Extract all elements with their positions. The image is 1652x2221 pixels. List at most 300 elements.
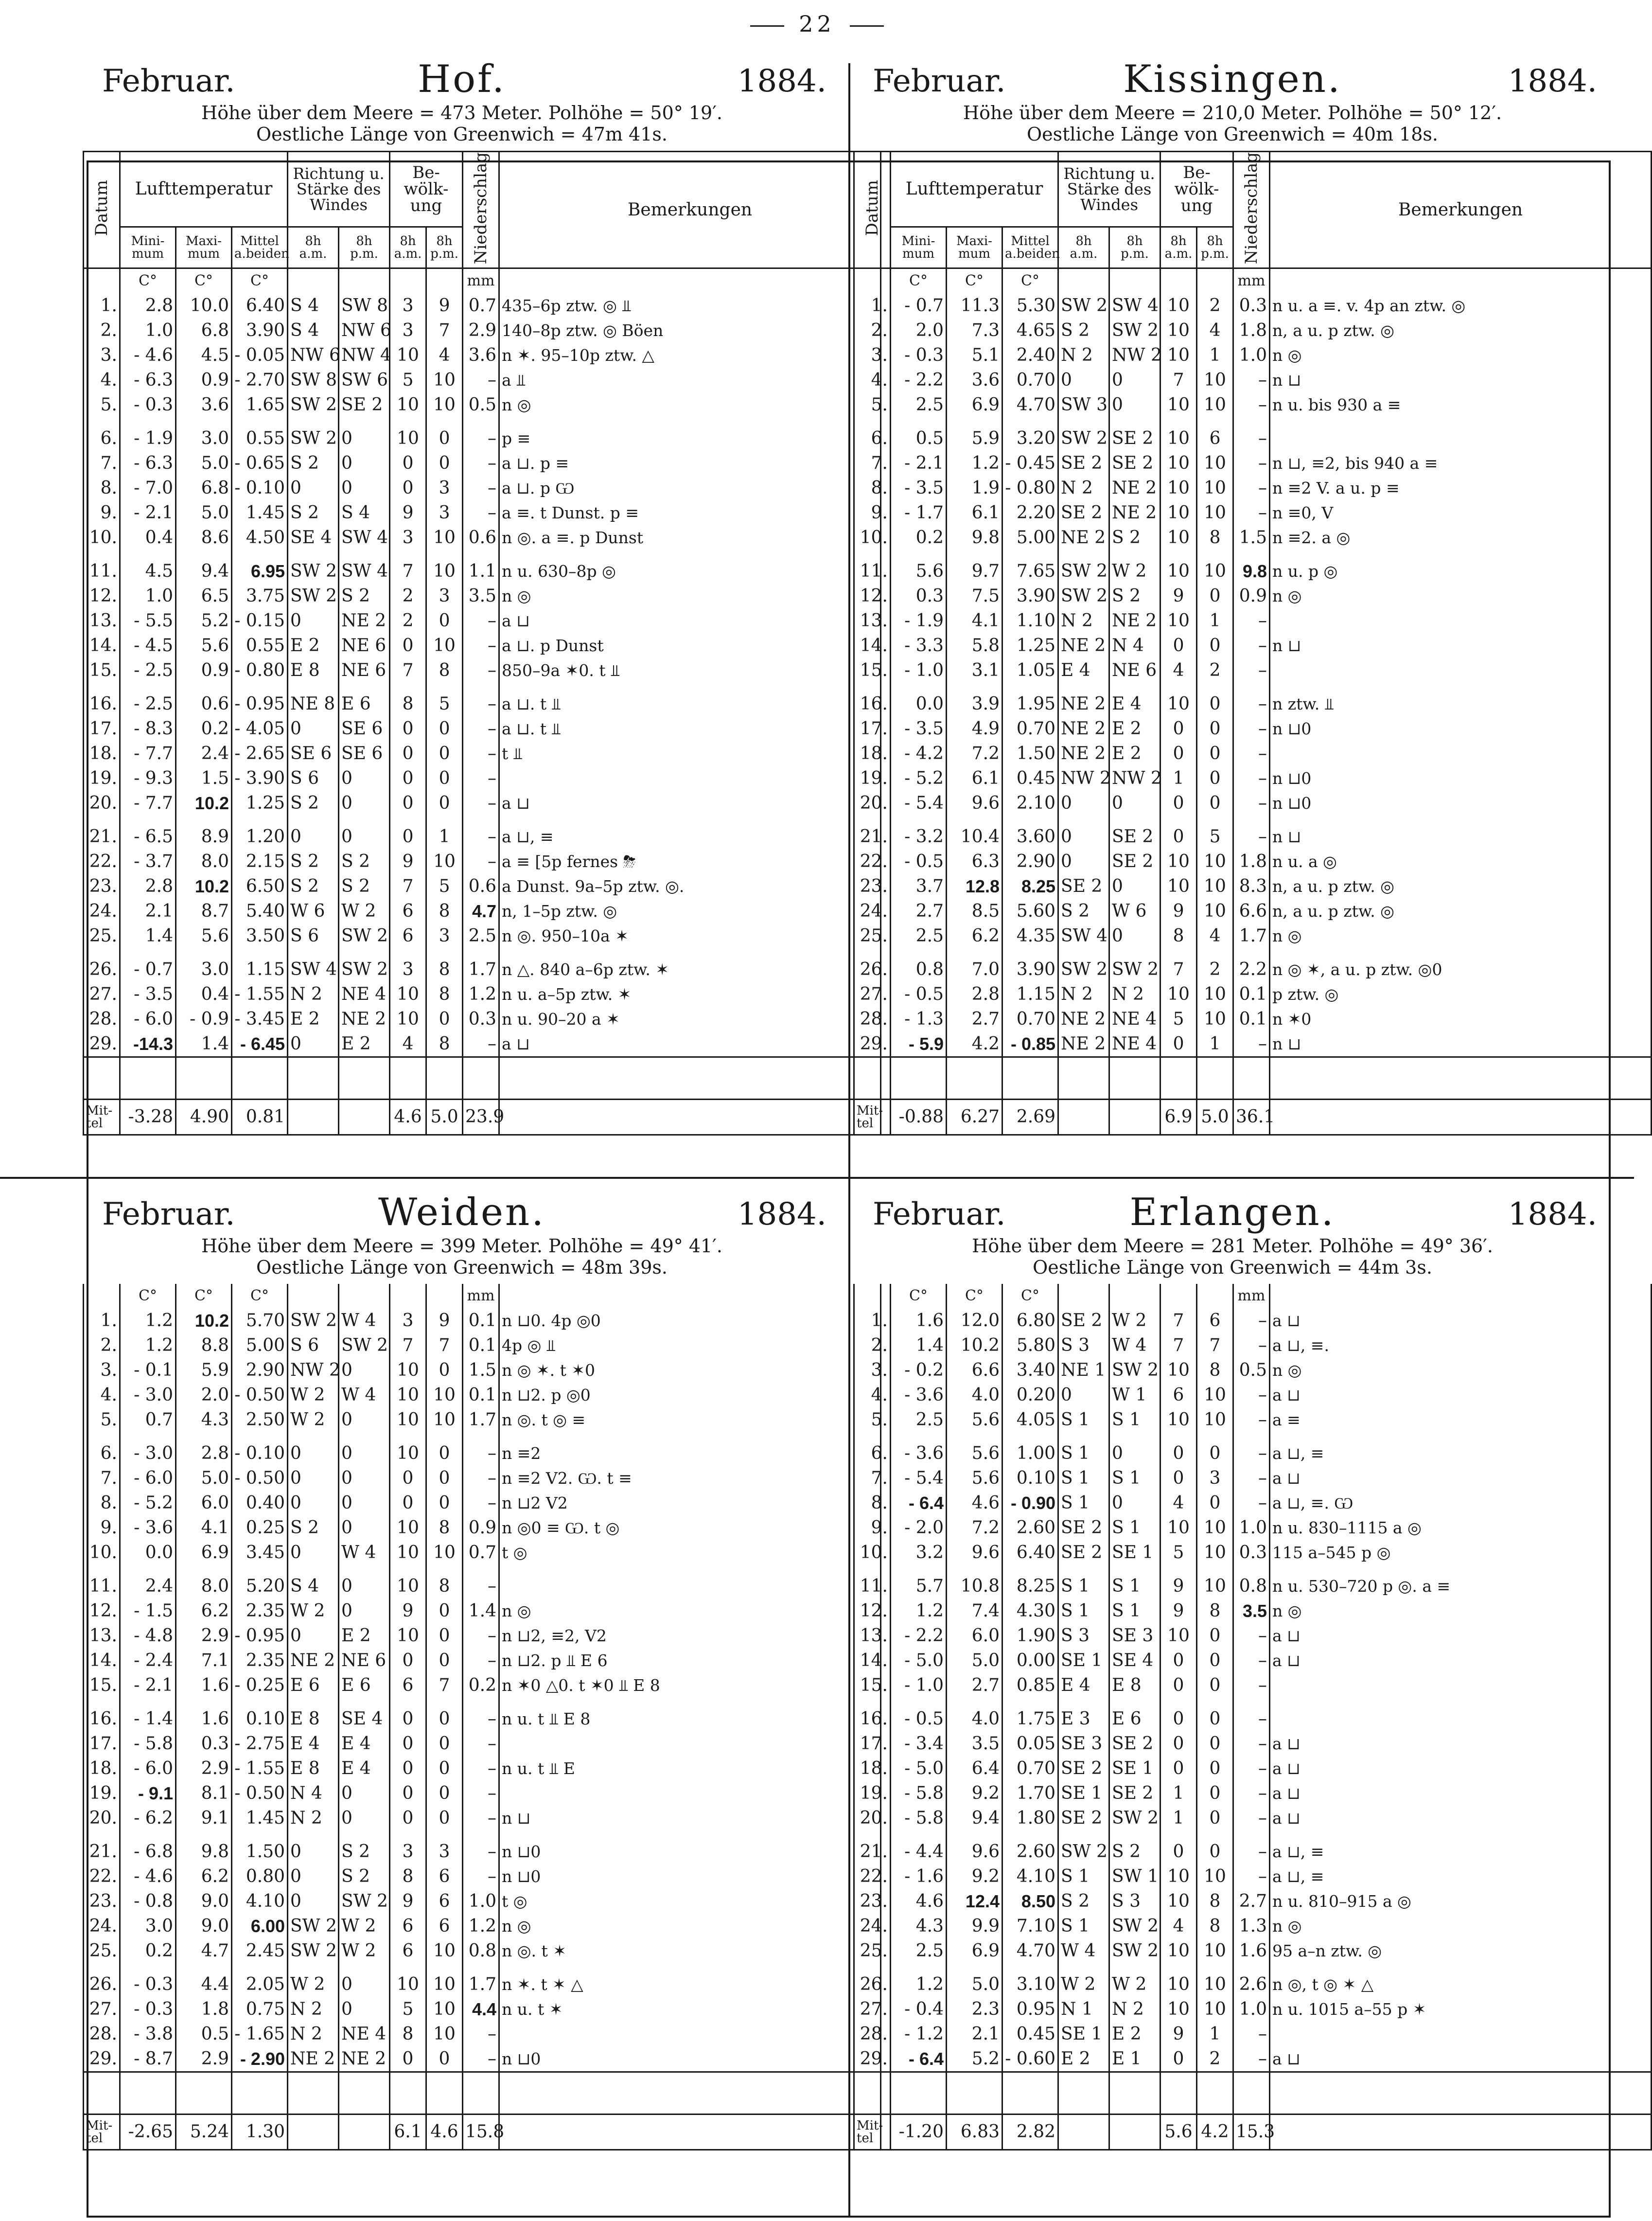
table-cell: 0.85 <box>1002 1673 1058 1698</box>
table-cell: 7.5 <box>947 584 1002 608</box>
station-name: Hof. <box>418 57 506 101</box>
table-cell: 7.4 <box>947 1599 1002 1623</box>
spacer-cell <box>390 1698 426 1706</box>
table-cell: 10 <box>1197 1515 1233 1540</box>
table-cell: – <box>1233 608 1270 633</box>
spacer-cell <box>1233 1698 1270 1706</box>
table-cell: 6.1 <box>947 766 1002 791</box>
table-cell: 1 <box>1160 1806 1197 1830</box>
table-cell: SE 2 <box>1109 1731 1160 1756</box>
table-cell: n ≡2 V2. Ѡ. t ≡ <box>499 1466 881 1491</box>
spacer-cell <box>1109 1057 1160 1100</box>
unit-cell <box>426 1284 463 1308</box>
table-cell: 12. <box>854 1599 891 1623</box>
table-cell: - 0.8 <box>120 1889 176 1914</box>
table-cell: 8.7 <box>176 899 232 924</box>
table-cell: 1.8 <box>176 1997 232 2022</box>
table-cell: - 6.0 <box>120 1756 176 1781</box>
table-cell: n ◎ <box>1270 343 1652 368</box>
table-cell: 8.25 <box>1002 1574 1058 1599</box>
table-cell: 0.0 <box>120 1540 176 1565</box>
table-cell: 10 <box>1197 1574 1233 1599</box>
table-cell: SW 2 <box>1109 957 1160 982</box>
table-cell: 10 <box>1160 849 1197 874</box>
table-cell: 9. <box>854 500 891 525</box>
table-row <box>854 1007 1652 1031</box>
table-cell: 0 <box>390 1466 426 1491</box>
table-cell: 0 <box>1197 1491 1233 1515</box>
table-cell: 5.6 <box>947 1407 1002 1432</box>
table-cell: 2.1 <box>120 899 176 924</box>
table-cell: W 4 <box>339 1540 390 1565</box>
table-cell: SW 2 <box>1109 1806 1160 1830</box>
table-cell: 6 <box>1197 1308 1233 1333</box>
table-cell: 0 <box>426 1648 463 1673</box>
table-cell: 0.2 <box>120 1938 176 1963</box>
mittel-cell: -1.20 <box>891 2114 947 2150</box>
table-cell: - 0.05 <box>232 343 288 368</box>
table-cell: 0 <box>288 1466 339 1491</box>
spacer-cell <box>854 1698 891 1706</box>
spacer-cell <box>339 1432 390 1441</box>
table-cell: 0.6 <box>463 525 499 550</box>
spacer-cell <box>1197 1830 1233 1839</box>
table-cell: 10 <box>390 1972 426 1997</box>
table-cell: 0 <box>1160 1441 1197 1466</box>
table-cell: 1 <box>1197 2022 1233 2046</box>
table-cell: 5 <box>390 1997 426 2022</box>
spacer-cell <box>1233 2072 1270 2114</box>
table-cell: 9.6 <box>947 1540 1002 1565</box>
table-cell: 6 <box>426 1914 463 1938</box>
table-cell: 5.2 <box>947 2046 1002 2072</box>
unit-cell: mm <box>1233 268 1270 294</box>
table-cell: 0.80 <box>232 1864 288 1889</box>
table-cell: 10 <box>390 1383 426 1407</box>
spacer-cell <box>947 816 1002 824</box>
table-cell: 0 <box>1197 716 1233 741</box>
table-row <box>854 692 1652 716</box>
table-cell: 0 <box>1197 1648 1233 1673</box>
table-cell: 1.2 <box>120 1308 176 1333</box>
table-cell: 0 <box>339 791 390 816</box>
spacer-cell <box>176 2072 232 2114</box>
table-cell: 7.2 <box>947 1515 1002 1540</box>
table-row <box>854 924 1652 948</box>
spacer-cell <box>339 1565 390 1574</box>
mittel-cell <box>339 1100 390 1135</box>
table-cell <box>1270 2022 1652 2046</box>
table-cell: n u. p ◎ <box>1270 559 1652 584</box>
spacer-cell <box>1233 550 1270 559</box>
table-cell: S 1 <box>1058 1574 1109 1599</box>
table-row <box>854 559 1652 584</box>
unit-cell <box>1270 1284 1652 1308</box>
table-cell: 6.2 <box>176 1864 232 1889</box>
table-cell: 26. <box>854 957 891 982</box>
spacer-cell <box>176 1565 232 1574</box>
table-cell: 8 <box>426 1031 463 1057</box>
table-cell: SE 3 <box>1058 1731 1109 1756</box>
spacer-cell <box>120 816 176 824</box>
table-cell: 0 <box>339 1358 390 1383</box>
table-cell: 0 <box>1058 368 1109 392</box>
table-cell: 6 <box>390 899 426 924</box>
table-cell: 0.8 <box>1233 1574 1270 1599</box>
table-row <box>84 343 881 368</box>
table-cell: 0.25 <box>232 1515 288 1540</box>
table-cell: 7. <box>854 451 891 476</box>
table-cell: – <box>1233 1756 1270 1781</box>
table-cell: E 2 <box>1109 716 1160 741</box>
table-cell: - 5.5 <box>120 608 176 633</box>
table-cell: 12.0 <box>947 1308 1002 1333</box>
table-cell: - 0.10 <box>232 476 288 500</box>
table-cell: 9.6 <box>947 1839 1002 1864</box>
table-cell: S 2 <box>339 584 390 608</box>
table-row <box>84 849 881 874</box>
table-cell: W 2 <box>1109 559 1160 584</box>
month-label: Februar. <box>873 1196 1006 1232</box>
table-cell: 0 <box>339 476 390 500</box>
table-cell: SW 2 <box>1058 584 1109 608</box>
table-cell: N 2 <box>1058 608 1109 633</box>
table-cell: – <box>1233 766 1270 791</box>
table-cell: 8 <box>390 2022 426 2046</box>
table-cell: 0 <box>1197 1673 1233 1698</box>
year-label: 1884. <box>1508 63 1597 99</box>
table-row <box>84 899 881 924</box>
table-cell: 8 <box>426 957 463 982</box>
table-cell: NE 2 <box>288 2046 339 2072</box>
table-cell: 1.6 <box>176 1673 232 1698</box>
table-cell: NW 2 <box>1109 766 1160 791</box>
table-cell: 1.50 <box>1002 741 1058 766</box>
table-cell: NE 2 <box>339 2046 390 2072</box>
col-precip-label: Niederschlag <box>1242 152 1262 265</box>
table-cell: – <box>463 2046 499 2072</box>
table-row <box>854 957 1652 982</box>
table-cell: E 2 <box>1109 741 1160 766</box>
table-cell <box>1270 1673 1652 1698</box>
table-cell: 2.5 <box>891 924 947 948</box>
table-row <box>84 1972 881 1997</box>
table-cell: SW 6 <box>339 368 390 392</box>
table-cell: n, a u. p ztw. ◎ <box>1270 318 1652 343</box>
table-row <box>84 716 881 741</box>
spacer-cell <box>947 948 1002 957</box>
table-cell: 3.5 <box>1233 1599 1270 1623</box>
table-cell: 27. <box>84 982 120 1007</box>
table-cell: 2.0 <box>891 318 947 343</box>
table-cell: 28. <box>854 1007 891 1031</box>
spacer-cell <box>1270 816 1652 824</box>
table-cell: 18. <box>854 1756 891 1781</box>
spacer-cell <box>390 550 426 559</box>
table-cell: SW 2 <box>339 1889 390 1914</box>
table-cell: S 1 <box>1109 1574 1160 1599</box>
table-cell: n ⊔ <box>1270 824 1652 849</box>
table-cell: 0 <box>1197 1756 1233 1781</box>
spacer-cell <box>499 550 881 559</box>
table-cell: 10 <box>1197 982 1233 1007</box>
table-row <box>854 293 1652 318</box>
weather-table <box>853 151 1652 1136</box>
table-cell: - 6.0 <box>120 1466 176 1491</box>
spacer-cell <box>1270 1698 1652 1706</box>
table-cell: SW 4 <box>339 559 390 584</box>
table-cell <box>1270 608 1652 633</box>
table-cell: SW 4 <box>339 525 390 550</box>
table-cell: 10 <box>390 343 426 368</box>
spacer-cell <box>84 683 120 692</box>
table-cell: 1.95 <box>1002 692 1058 716</box>
table-cell: – <box>463 2022 499 2046</box>
table-cell: a ⊔ <box>499 791 881 816</box>
spacer-cell <box>120 417 176 426</box>
spacer-cell <box>1160 816 1197 824</box>
spacer-cell <box>120 1432 176 1441</box>
table-cell: 25. <box>84 1938 120 1963</box>
table-cell: 0 <box>1197 1441 1233 1466</box>
spacer-cell <box>426 417 463 426</box>
table-cell: W 2 <box>1058 1972 1109 1997</box>
table-cell: 8 <box>1197 1358 1233 1383</box>
table-cell: 0.3 <box>176 1731 232 1756</box>
spacer-cell <box>1233 1963 1270 1972</box>
table-cell: 2.40 <box>1002 343 1058 368</box>
table-cell: t ⫫ <box>499 741 881 766</box>
spacer-cell <box>499 1432 881 1441</box>
table-row <box>84 1358 881 1383</box>
spacer-cell <box>1160 1698 1197 1706</box>
longitude-line: Oestliche Länge von Greenwich = 40m 18s. <box>1026 124 1438 145</box>
spacer-cell <box>463 550 499 559</box>
table-cell: W 2 <box>288 1383 339 1407</box>
table-cell: 0 <box>1109 392 1160 417</box>
spacer-cell <box>854 683 891 692</box>
spacer-cell <box>1058 550 1109 559</box>
table-cell: 0 <box>1058 849 1109 874</box>
table-cell: 2 <box>1197 658 1233 683</box>
table-row <box>854 1515 1652 1540</box>
spacer-cell <box>891 417 947 426</box>
table-cell: 1.20 <box>232 824 288 849</box>
table-cell: - 2.0 <box>891 1515 947 1540</box>
spacer-cell <box>288 1565 339 1574</box>
table-cell: W 4 <box>1109 1333 1160 1358</box>
table-cell: - 0.60 <box>1002 2046 1058 2072</box>
table-cell: 140–8p ztw. ◎ Böen <box>499 318 881 343</box>
table-cell: 0.4 <box>120 525 176 550</box>
table-cell: 4 <box>1160 1491 1197 1515</box>
longitude-line: Oestliche Länge von Greenwich = 48m 39s. <box>256 1257 668 1278</box>
table-cell: - 3.4 <box>891 1731 947 1756</box>
table-cell: 11. <box>854 1574 891 1599</box>
table-cell: S 2 <box>288 791 339 816</box>
unit-cell: mm <box>463 268 499 294</box>
table-cell: 8 <box>1197 525 1233 550</box>
table-cell: – <box>1233 1673 1270 1698</box>
table-cell: - 4.5 <box>120 633 176 658</box>
spacer-cell <box>499 1963 881 1972</box>
table-cell: 10 <box>1160 500 1197 525</box>
table-cell: 2.90 <box>232 1358 288 1383</box>
table-cell: – <box>463 1648 499 1673</box>
table-cell: E 2 <box>288 1007 339 1031</box>
table-cell: E 8 <box>288 658 339 683</box>
table-row <box>84 1731 881 1756</box>
spacer-cell <box>1058 1698 1109 1706</box>
table-cell: N 2 <box>288 982 339 1007</box>
mittel-cell: 15.8 <box>463 2114 499 2150</box>
spacer-cell <box>891 1057 947 1100</box>
spacer-cell <box>947 1432 1002 1441</box>
spacer-cell <box>288 1432 339 1441</box>
table-cell: n u. a–5p ztw. ✶ <box>499 982 881 1007</box>
table-row <box>84 1308 881 1333</box>
table-cell: SE 1 <box>1058 2022 1109 2046</box>
table-cell: – <box>1233 633 1270 658</box>
table-cell: 435–6p ztw. ◎ ⫫ <box>499 293 881 318</box>
table-cell: 3 <box>390 1839 426 1864</box>
table-cell: 1.4 <box>176 1031 232 1057</box>
spacer-cell <box>854 948 891 957</box>
table-cell: 10 <box>1160 559 1197 584</box>
table-cell: SW 2 <box>288 584 339 608</box>
table-cell: 12. <box>84 584 120 608</box>
table-cell: 10 <box>390 1623 426 1648</box>
table-cell: – <box>463 1781 499 1806</box>
table-cell: NE 2 <box>1109 476 1160 500</box>
unit-cell: mm <box>1233 1284 1270 1308</box>
table-cell: n u. 90–20 a ✶ <box>499 1007 881 1031</box>
table-cell: 0 <box>426 791 463 816</box>
table-cell: - 0.3 <box>120 392 176 417</box>
spacer-cell <box>390 1432 426 1441</box>
table-cell: E 2 <box>1109 2022 1160 2046</box>
table-cell: 1.4 <box>120 924 176 948</box>
table-cell: 6.9 <box>176 1540 232 1565</box>
mittel-label: Mit-tel <box>854 1100 891 1135</box>
table-cell: – <box>463 1864 499 1889</box>
table-cell: 1 <box>1197 1031 1233 1057</box>
mittel-cell: 2.69 <box>1002 1100 1058 1135</box>
table-cell: N 2 <box>288 1806 339 1830</box>
table-cell: E 6 <box>288 1673 339 1698</box>
table-cell: – <box>463 716 499 741</box>
table-cell: 3.90 <box>1002 584 1058 608</box>
month-label: Februar. <box>102 63 235 99</box>
spacer-cell <box>463 683 499 692</box>
table-cell: 1.7 <box>1233 924 1270 948</box>
table-cell: n ◎ <box>499 392 881 417</box>
unit-cell: mm <box>463 1284 499 1308</box>
table-cell: SE 2 <box>1058 1806 1109 1830</box>
table-cell: 0 <box>426 1466 463 1491</box>
table-cell: 25. <box>854 924 891 948</box>
mittel-cell: 4.6 <box>426 2114 463 2150</box>
table-cell: 6.6 <box>947 1358 1002 1383</box>
table-cell: 10 <box>1160 1972 1197 1997</box>
spacer-cell <box>1109 2072 1160 2114</box>
table-cell: 17. <box>84 1731 120 1756</box>
spacer-cell <box>463 417 499 426</box>
spacer-cell <box>120 1565 176 1574</box>
spacer-cell <box>1160 1057 1197 1100</box>
table-cell: - 1.0 <box>891 658 947 683</box>
table-cell: S 2 <box>288 1515 339 1540</box>
table-row <box>854 849 1652 874</box>
table-cell: 10 <box>1160 1623 1197 1648</box>
table-cell: 0 <box>288 716 339 741</box>
table-cell: 0 <box>426 1599 463 1623</box>
col-wind-am-header: 8h a.m. <box>288 227 339 268</box>
table-cell: 3.9 <box>947 692 1002 716</box>
mittel-cell: 6.9 <box>1160 1100 1197 1135</box>
mittel-cell: 5.6 <box>1160 2114 1197 2150</box>
table-cell: 2.45 <box>232 1938 288 1963</box>
table-cell: n ⊔2 V2 <box>499 1491 881 1515</box>
table-cell: 19. <box>84 1781 120 1806</box>
table-cell: 5 <box>1160 1540 1197 1565</box>
spacer-cell <box>84 816 120 824</box>
table-cell: - 7.0 <box>120 476 176 500</box>
table-cell: – <box>463 1466 499 1491</box>
table-cell: - 2.65 <box>232 741 288 766</box>
table-cell: 10 <box>1160 1864 1197 1889</box>
table-cell: 0 <box>339 824 390 849</box>
table-cell: 2. <box>854 318 891 343</box>
table-cell: 9.9 <box>947 1914 1002 1938</box>
table-cell: – <box>463 1706 499 1731</box>
table-cell: E 4 <box>1058 658 1109 683</box>
spacer-cell <box>1109 550 1160 559</box>
table-cell: 0 <box>1197 1781 1233 1806</box>
table-cell: 10 <box>390 1358 426 1383</box>
table-row <box>84 1466 881 1491</box>
table-cell: – <box>1233 692 1270 716</box>
spacer-cell <box>1109 1963 1160 1972</box>
table-cell: a ⊔, ≡ <box>1270 1864 1652 1889</box>
spacer-cell <box>947 2072 1002 2114</box>
table-cell: SE 2 <box>1058 451 1109 476</box>
table-cell: 10 <box>1160 451 1197 476</box>
unit-cell: C° <box>891 1284 947 1308</box>
table-cell: 10 <box>426 849 463 874</box>
table-cell: 0.1 <box>463 1308 499 1333</box>
table-cell: 7.65 <box>1002 559 1058 584</box>
table-cell: 2.5 <box>891 1938 947 1963</box>
table-cell: 6 <box>390 924 426 948</box>
spacer-cell <box>947 1698 1002 1706</box>
table-cell: - 3.5 <box>120 982 176 1007</box>
table-cell: 4.7 <box>176 1938 232 1963</box>
table-cell: 0 <box>1160 1839 1197 1864</box>
table-cell: 3. <box>84 1358 120 1383</box>
table-cell: 4.70 <box>1002 1938 1058 1963</box>
table-cell: W 2 <box>339 899 390 924</box>
table-cell: NE 2 <box>339 1007 390 1031</box>
spacer-cell <box>891 550 947 559</box>
table-cell: 29. <box>854 1031 891 1057</box>
table-cell: 0 <box>1160 1673 1197 1698</box>
table-cell: 0 <box>390 1781 426 1806</box>
mittel-cell: 6.1 <box>390 2114 426 2150</box>
table-cell: S 2 <box>1058 318 1109 343</box>
spacer-cell <box>1197 2072 1233 2114</box>
table-cell: – <box>1233 1864 1270 1889</box>
